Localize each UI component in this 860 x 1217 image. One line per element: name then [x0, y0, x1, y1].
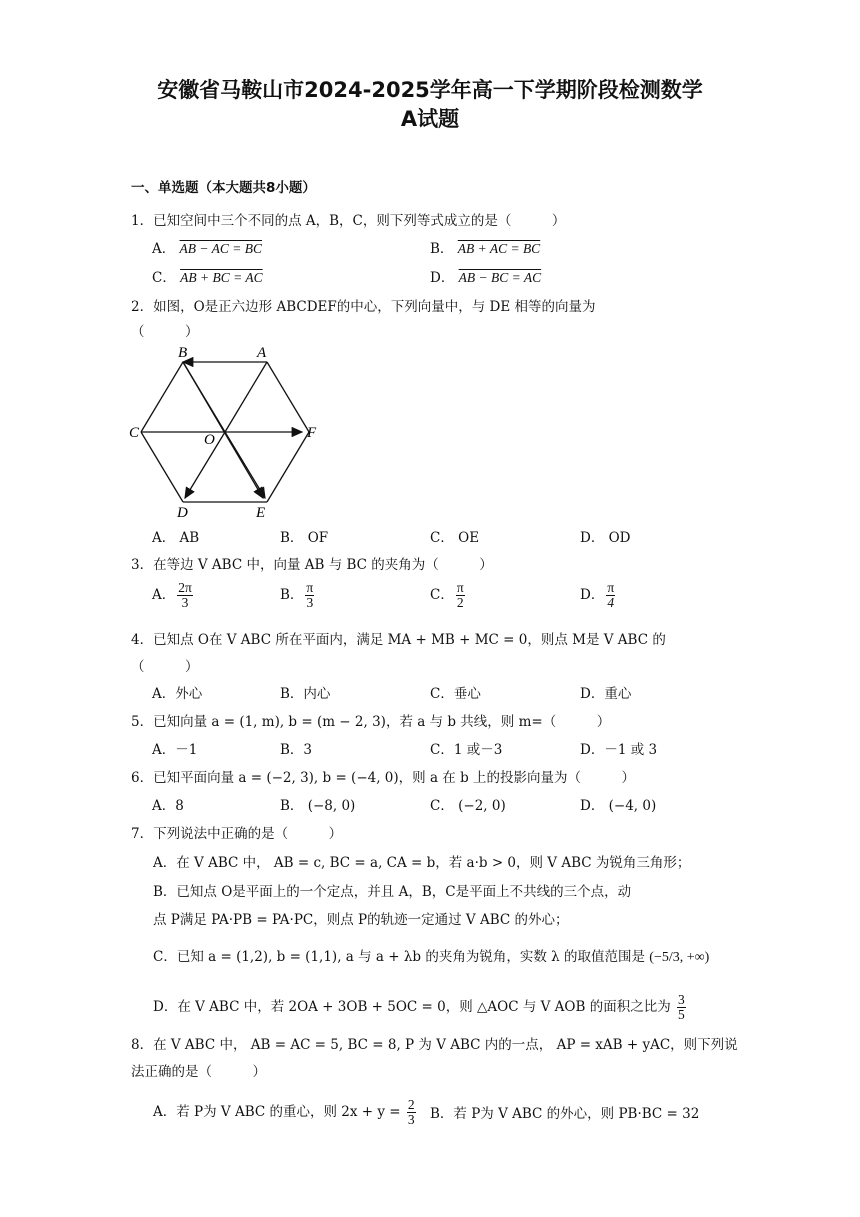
q1-option-a-letter: A．	[152, 241, 176, 257]
hex-label-b: B	[178, 345, 188, 361]
q6-option-a: A．8	[152, 798, 184, 814]
hex-label-a: A	[257, 345, 267, 361]
q2-option-c: C． OE	[430, 530, 480, 546]
q3-option-d: D． $\frac{\pi}{4}$	[580, 580, 615, 611]
hex-label-o: O	[204, 432, 215, 448]
q5-option-d: D．－1 或 3	[580, 742, 658, 758]
q1-option-a	[152, 237, 262, 257]
question-7-stem: 7．下列说法中正确的是（ ）	[131, 826, 343, 842]
q3-option-c-frac: $\frac{\pi}{2}$	[456, 580, 464, 611]
q8-option-b: B．若 P为 V ABC 的外心，则 PB·BC = 32	[430, 1106, 700, 1122]
q7-option-d-text: D．在 V ABC 中，若 2OA + 3OB + 5OC = 0，则 △AOC 与 V AOB 的面积之比为	[153, 999, 671, 1016]
q5-option-c: C．1 或－3	[430, 742, 503, 758]
q6-option-b: B． (−8, 0)	[280, 798, 356, 814]
q7-option-d-frac: $\frac{3}{5}$	[678, 992, 685, 1023]
q1-option-c-expr: AB + BC = AC	[180, 270, 263, 285]
hex-edge-bc	[141, 362, 183, 432]
question-2-stem: 2．如图，O是正六边形 ABCDEF的中心，下列向量中，与 DE 相等的向量为	[131, 299, 596, 315]
hex-label-f: F	[307, 425, 317, 441]
question-4-stem: 4．已知点 O在 V ABC 所在平面内，满足 MA + MB + MC = 0，则点 M是 V ABC 的	[131, 632, 666, 648]
hex-vector-oa	[225, 362, 267, 432]
q4-option-b: B．内心	[280, 686, 331, 702]
q3-option-d-frac: $\frac{\pi}{4}$	[607, 580, 615, 611]
question-8-stem-line2: 法正确的是（ ）	[131, 1064, 266, 1080]
question-5-stem: 5．已知向量 a = (1, m), b = (m − 2, 3)，若 a 与 b 共线，则 m=（ ）	[131, 714, 611, 730]
q5-option-a: A．－1	[152, 742, 198, 758]
q2-option-a: A． AB	[152, 530, 200, 546]
q1-option-c	[152, 266, 263, 286]
q3-option-a: A． $\frac{2\pi}{3}$	[152, 580, 192, 611]
q6-option-c: C． (−2, 0)	[430, 798, 506, 814]
q4-option-d: D．重心	[580, 686, 632, 702]
q2-option-d: D． OD	[580, 530, 631, 546]
q6-option-d: D． (−4, 0)	[580, 798, 657, 814]
q7-option-b-line2: 点 P满足 PA·PB = PA·PC，则点 P的轨迹一定通过 V ABC 的外心；	[153, 912, 569, 928]
q2-option-b: B． OF	[280, 530, 329, 546]
section-heading: 一、单选题（本大题共8小题）	[131, 180, 316, 196]
q1-option-b-expr: AB + AC = BC	[457, 241, 541, 256]
q1-option-c-letter: C．	[152, 270, 176, 286]
q1-option-d-expr: AB − BC = AC	[458, 270, 542, 285]
hexagon-figure	[126, 340, 326, 520]
q7-option-c-interval: (−5/3, +∞)	[649, 950, 710, 965]
q5-option-b: B．3	[280, 742, 313, 758]
page-title-line2: A试题	[400, 107, 460, 131]
q7-option-b-line1: B．已知点 O是平面上的一个定点，并且 A，B，C是平面上不共线的三个点，动	[153, 884, 632, 900]
q4-option-c: C．垂心	[430, 686, 481, 702]
q1-option-d-letter: D．	[430, 270, 455, 286]
q8-option-a-text: A．若 P为 V ABC 的重心，则 2x + y =	[153, 1104, 401, 1121]
q1-option-d	[430, 266, 541, 286]
q3-option-b-frac: $\frac{\pi}{3}$	[306, 580, 314, 611]
question-2-paren: （ ）	[131, 324, 199, 340]
hex-edge-ef	[267, 432, 309, 502]
q4-option-a: A．外心	[152, 686, 203, 702]
question-4-paren: （ ）	[131, 659, 199, 675]
hex-label-d: D	[177, 505, 188, 520]
hex-edge-cd	[141, 432, 183, 502]
hex-label-e: E	[256, 505, 266, 520]
question-1-stem: 1．已知空间中三个不同的点 A，B，C，则下列等式成立的是（ ）	[131, 213, 566, 229]
q1-option-a-expr: AB − AC = BC	[179, 241, 263, 256]
q3-option-b: B． $\frac{\pi}{3}$	[280, 580, 314, 611]
q7-option-d	[153, 993, 688, 1022]
question-3-stem: 3．在等边 V ABC 中，向量 AB 与 BC 的夹角为（ ）	[131, 557, 493, 573]
q3-option-a-frac: $\frac{2\pi}{3}$	[178, 580, 192, 611]
hex-vector-oe	[225, 432, 265, 498]
hex-vector-bo	[183, 362, 263, 498]
q8-option-a-frac: $\frac{2}{3}$	[407, 1097, 415, 1128]
question-6-stem: 6．已知平面向量 a = (−2, 3), b = (−4, 0)，则 a 在 b 上的投影向量为（ ）	[131, 770, 636, 786]
hex-label-c: C	[129, 425, 140, 441]
q3-option-c: C． $\frac{\pi}{2}$	[430, 580, 464, 611]
q7-option-a: A．在 V ABC 中， AB = c, BC = a, CA = b，若 a·b > 0，则 V ABC 为锐角三角形；	[153, 855, 691, 871]
q8-option-a	[153, 1098, 418, 1127]
page-title-line1: 安徽省马鞍山市2024-2025学年高一下学期阶段检测数学	[157, 78, 703, 102]
question-8-stem-line1: 8．在 V ABC 中， AB = AC = 5, BC = 8, P 为 V ABC 内的一点， AP = xAB + yAC，则下列说	[131, 1037, 738, 1053]
q7-option-c-text: C．已知 a = (1,2), b = (1,1), a 与 a + λb 的夹角为锐角，实数 λ 的取值范围是	[153, 949, 645, 965]
hex-edge-fa	[267, 362, 309, 432]
q1-option-b	[430, 237, 540, 257]
q1-option-b-letter: B．	[430, 241, 454, 257]
q7-option-c	[153, 945, 709, 966]
